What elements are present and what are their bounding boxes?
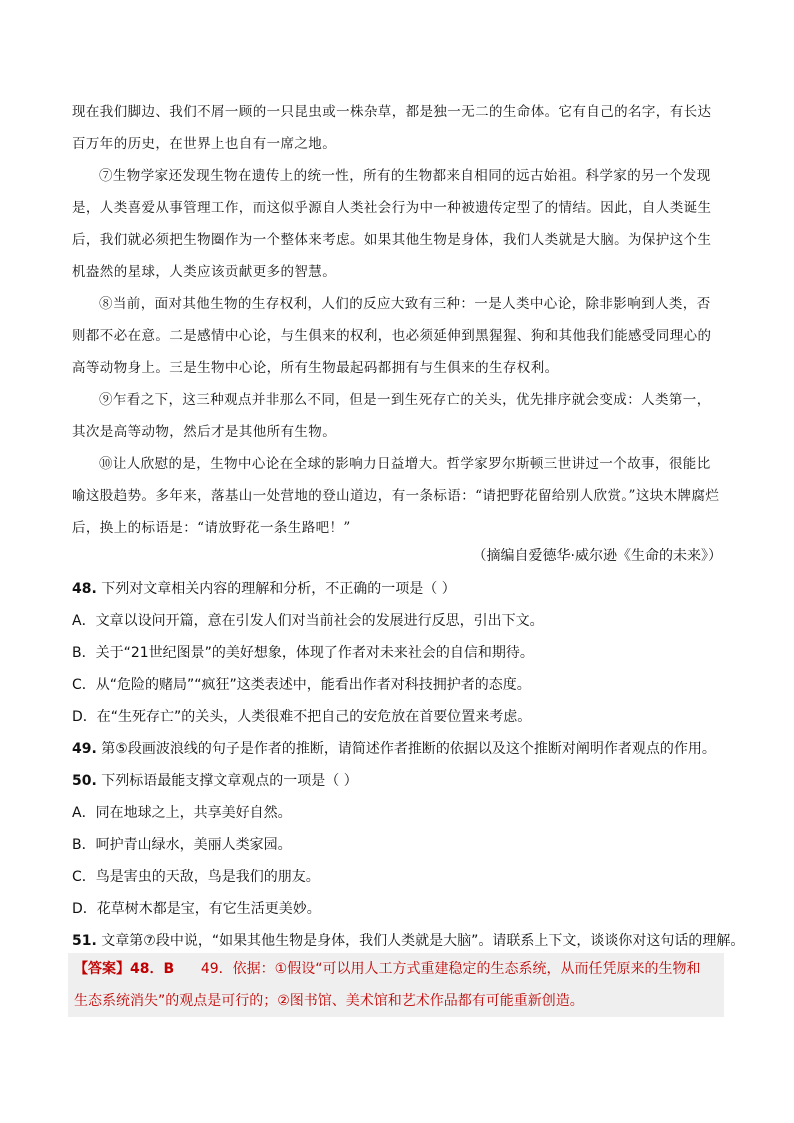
answer-box xyxy=(68,953,724,1017)
text-line: 现在我们脚边、我们不屑一顾的一只昆虫或一株杂草，都是独一无二的生命体。它有自己的名字，有长达 xyxy=(72,104,712,120)
questions-section xyxy=(72,573,745,957)
option-a: A．文章以设问开篇，意在引发人们对当前社会的发展进行反思，引出下文。 xyxy=(72,613,544,629)
source-citation: （摘编自爱德华·威尔逊《生命的未来》） xyxy=(472,548,722,564)
question-number: 51. xyxy=(72,933,97,949)
passage-paragraph-7 xyxy=(72,160,722,288)
text-line: 后，换上的标语是：“请放野花一条生路吧！” xyxy=(72,520,351,536)
text-line: 是，人类喜爱从事管理工作，而这似乎源自人类社会行为中一种被遗传定型了的情结。因此，自人类诞生 xyxy=(72,200,712,216)
text-line: 百万年的历史，在世界上也自有一席之地。 xyxy=(72,136,337,152)
text-line: 喻这股趋势。多年来，落基山一处营地的登山道边，有一条标语：“请把野花留给别人欣赏。”这块木牌腐烂 xyxy=(72,488,720,504)
question-stem: 下列对文章相关内容的理解和分析，不正确的一项是（ ） xyxy=(101,581,456,597)
passage xyxy=(72,96,722,544)
text-line: ⑦生物学家还发现生物在遗传上的统一性，所有的生物都来自相同的远古始祖。科学家的另一个发现 xyxy=(99,168,711,184)
option-d: D．花草树木都是宝，有它生活更美妙。 xyxy=(72,901,321,917)
text-line: 其次是高等动物，然后才是其他所有生物。 xyxy=(72,424,337,440)
question-48 xyxy=(72,573,732,605)
question-stem: 第⑤段画波浪线的句子是作者的推断，请简述作者推断的依据以及这个推断对阐明作者观点的作用。 xyxy=(101,741,716,757)
text-line: 高等动物身上。三是生物中心论，所有生物最起码都拥有与生俱来的生存权利。 xyxy=(72,360,559,376)
answer-49-part1: 49．依据：①假设“可以用人工方式重建稳定的生态系统，从而任凭原来的生物和 xyxy=(200,961,701,977)
option-d: D．在“生死存亡”的关头，人类很难不把自己的安危放在首要位置来考虑。 xyxy=(72,709,532,725)
question-stem: 下列标语最能支撑文章观点的一项是（ ） xyxy=(101,773,358,789)
question-number: 50. xyxy=(72,773,97,789)
question-number: 48. xyxy=(72,581,97,597)
question-50 xyxy=(72,765,732,797)
option-a: A．同在地球之上，共享美好自然。 xyxy=(72,805,292,821)
option-c: C．鸟是害虫的天敌，鸟是我们的朋友。 xyxy=(72,869,320,885)
option-b: B．关于“21世纪图景”的美好想象，体现了作者对未来社会的自信和期待。 xyxy=(72,645,534,661)
passage-paragraph-10 xyxy=(72,448,722,544)
text-line: ⑨乍看之下，这三种观点并非那么不同，但是一到生死存亡的关头，优先排序就会变成：人类第一， xyxy=(99,392,711,408)
question-stem: 文章第⑦段中说，“如果其他生物是身体，我们人类就是大脑”。请联系上下文，谈谈你对这句话的理解。 xyxy=(101,933,745,949)
question-49 xyxy=(72,733,732,765)
text-line: ⑩让人欣慰的是，生物中心论在全球的影响力日益增大。哲学家罗尔斯顿三世讲过一个故事，很能比 xyxy=(99,456,711,472)
option-b: B．呵护青山绿水，美丽人类家园。 xyxy=(72,837,292,853)
answer-48: 48．B xyxy=(130,961,175,977)
passage-paragraph-6 xyxy=(72,96,722,160)
answer-tag: 【答案】 xyxy=(74,961,130,977)
text-line: 后，我们就必须把生物圈作为一个整体来考虑。如果其他生物是身体，我们人类就是大脑。为保护这个生 xyxy=(72,232,712,248)
text-line: 机盎然的星球，人类应该贡献更多的智慧。 xyxy=(72,264,337,280)
text-line: 则都不必在意。二是感情中心论，与生俱来的权利，也必须延伸到黑猩猩、狗和其他我们能感受同理心的 xyxy=(72,328,712,344)
passage-paragraph-9 xyxy=(72,384,722,448)
answer-line-1 xyxy=(74,953,724,985)
option-c: C．从“危险的赌局”“疯狂”这类表述中，能看出作者对科技拥护者的态度。 xyxy=(72,677,531,693)
answer-49-part2: 生态系统消失”的观点是可行的；②图书馆、美术馆和艺术作品都有可能重新创造。 xyxy=(74,993,584,1009)
text-line: ⑧当前，面对其他生物的生存权利，人们的反应大致有三种：一是人类中心论，除非影响到人类，否 xyxy=(99,296,711,312)
question-number: 49. xyxy=(72,741,97,757)
passage-paragraph-8 xyxy=(72,288,722,384)
